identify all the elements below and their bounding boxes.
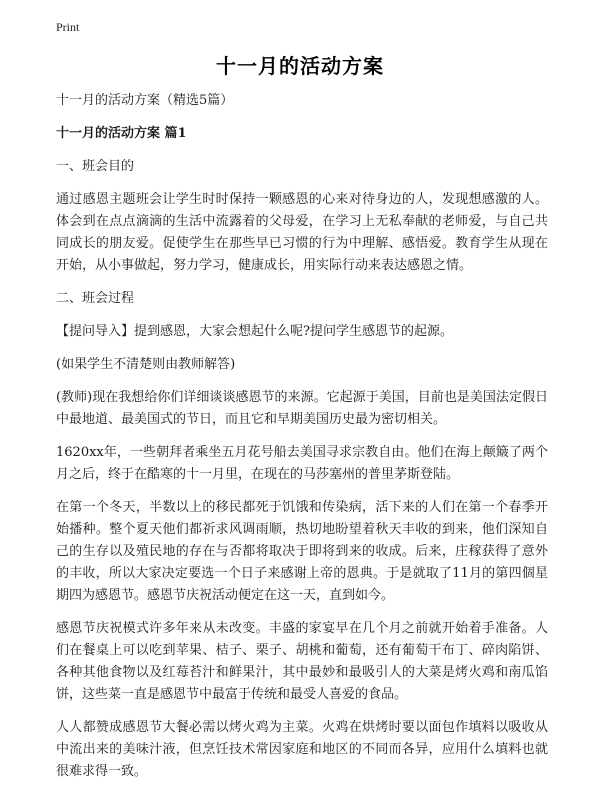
document-subtitle: 十一月的活动方案（精选5篇） xyxy=(56,93,234,108)
print-label: Print xyxy=(56,20,80,34)
paragraph-intro-question: 【提问导入】提到感恩，大家会想起什么呢?提问学生感恩节的起源。 xyxy=(56,324,453,339)
heading-meeting-process: 二、班会过程 xyxy=(56,291,135,306)
paragraph-purpose: 通过感恩主题班会让学生时时保持一颗感恩的心来对待身边的人，发现想感激的人。体会到在点点滴滴的生活中流露着的父母爱，在学习上无私奉献的老师爱，与自己共同成长的朋友爱。促使学生在那些早已习惯的行为中理解、感悟爱。教育学生从现在开始，从小事做起，努力学习，健康成长，用实际行动来表达感恩之情。 xyxy=(56,192,548,273)
paragraph-first-winter: 在第一个冬天，半数以上的移民都死于饥饿和传染病，活下来的人们在第一个春季开始播种。整个夏天他们都祈求风调雨顺，热切地盼望着秋天丰收的到来，他们深知自己的生存以及殖民地的存在与否都将取决于即将到来的收成。后来，庄稼获得了意外的丰收，所以大家决定要选一个日子来感谢上帝的恩典。于是就取了11月的第四個星期四为感恩节。感恩节庆祝活动便定在这一天，直到如今。 xyxy=(56,500,548,603)
heading-meeting-purpose: 一、班会目的 xyxy=(56,159,135,174)
section-title: 十一月的活动方案 篇1 xyxy=(56,126,187,141)
paragraph-teacher-note: (如果学生不清楚则由教师解答) xyxy=(56,357,236,372)
paragraph-origin: (教师)现在我想给你们详细谈谈感恩节的来源。它起源于美国，目前也是美国法定假日中最地道、最美国式的节日，而且它和早期美国历史最为密切相关。 xyxy=(56,390,548,427)
paragraph-feast: 感恩节庆祝模式许多年来从未改变。丰盛的家宴早在几个月之前就开始着手准备。人们在餐桌上可以吃到苹果、桔子、栗子、胡桃和葡萄，还有葡萄干布丁、碎肉陷饼、各种其他食物以及红莓苔汁和鲜果汁，其中最妙和最吸引人的大菜是烤火鸡和南瓜馅饼，这些菜一直是感恩节中最富于传统和最受人喜爱的食品。 xyxy=(56,621,548,702)
paragraph-mayflower: 1620xx年，一些朝拜者乘坐五月花号船去美国寻求宗教自由。他们在海上颠簸了两个月之后，终于在酷寒的十一月里，在现在的马莎塞州的普里茅斯登陆。 xyxy=(56,445,548,482)
document-body xyxy=(56,90,548,794)
paragraph-turkey: 人人都赞成感恩节大餐必需以烤火鸡为主菜。火鸡在烘烤时要以面包作填料以吸收从中流出来的美味汁液，但烹饪技术常因家庭和地区的不同而各异，应用什么填料也就很难求得一致。 xyxy=(56,720,548,779)
page-title: 十一月的活动方案 xyxy=(216,54,384,78)
